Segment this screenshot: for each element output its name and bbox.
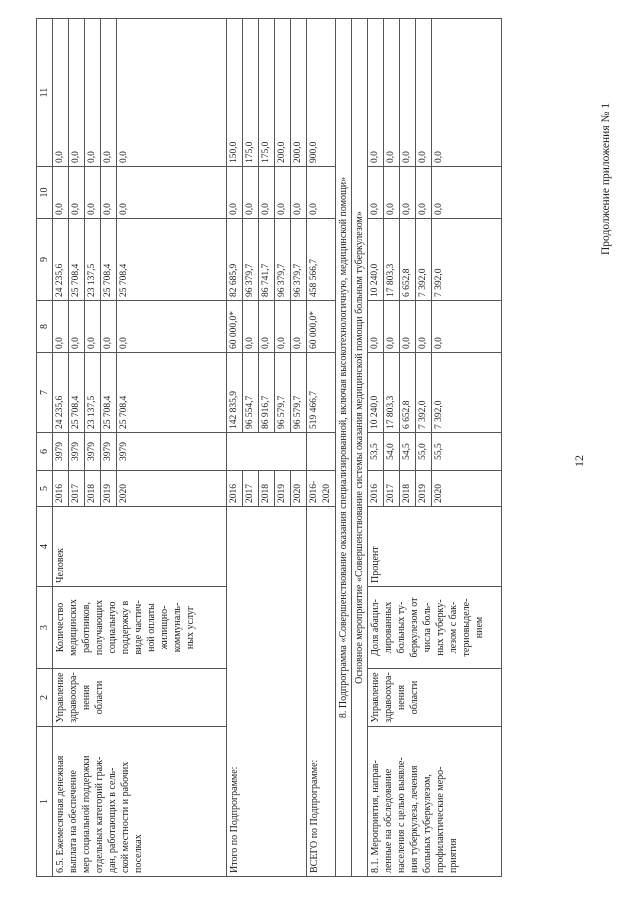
target-cell: 54,0 <box>384 433 400 471</box>
target-cell: 3979 <box>101 433 117 471</box>
total-cell: 25 708,4 <box>69 353 85 433</box>
c9-cell: 96 379,7 <box>275 219 291 301</box>
activity-6-5-cell <box>53 727 227 877</box>
target-cell: 3979 <box>117 433 227 471</box>
activity-8-1-line: ния туберкулеза, лечения <box>409 765 420 873</box>
c8-cell: 0,0 <box>85 301 101 353</box>
activity-8-1-line: профилактические меро- <box>435 766 446 873</box>
target-cell: 3979 <box>69 433 85 471</box>
indicator-line: териовыделе- <box>461 598 472 657</box>
indicator-line: больных ту- <box>396 601 407 654</box>
indicator-line: лированных <box>383 601 394 654</box>
year-cell: 2019 <box>416 471 432 507</box>
c8-cell: 0,0 <box>400 301 416 353</box>
c10-cell: 0,0 <box>53 167 69 219</box>
year-cell: 2018 <box>400 471 416 507</box>
executor-line: здравоохра- <box>383 672 394 723</box>
executor-8-1-cell <box>368 669 502 727</box>
c9-cell: 10 240,0 <box>368 219 384 301</box>
c10-cell: 0,0 <box>368 167 384 219</box>
activity-6-5-line: отдельных категорий граж- <box>94 756 105 873</box>
activity-6-5-line: поселках <box>133 834 144 873</box>
c9-cell: 25 708,4 <box>101 219 117 301</box>
total-cell: 96 579,7 <box>275 353 291 433</box>
unit-6-5-cell: Человек <box>53 507 227 587</box>
total-cell: 519 466,7 <box>307 353 336 433</box>
year-cell: 2016 <box>368 471 384 507</box>
total-cell: 7 392,0 <box>416 353 432 433</box>
c8-cell: 0,0 <box>117 301 227 353</box>
year-cell: 2019 <box>275 471 291 507</box>
col-num-11: 11 <box>37 19 53 167</box>
program-table <box>36 18 502 877</box>
c8-cell: 0,0 <box>275 301 291 353</box>
activity-8-1-line: приятия <box>448 838 459 873</box>
c11-cell: 0,0 <box>85 19 101 167</box>
table-row <box>336 19 352 877</box>
c8-cell: 0,0 <box>432 301 502 353</box>
page-number: 12 <box>572 455 586 467</box>
executor-line: области <box>409 680 420 715</box>
total-cell: 7 392,0 <box>432 353 502 433</box>
indicator-line: виде частич- <box>133 600 144 655</box>
indicator-line: коммуналь- <box>172 602 183 653</box>
year-cell: 2016 <box>227 471 243 507</box>
col-num-9: 9 <box>37 219 53 301</box>
activity-6-5-line: 6.5. Ежемесячная денежная <box>55 755 66 873</box>
year-cell: 2017 <box>69 471 85 507</box>
c9-cell: 25 708,4 <box>69 219 85 301</box>
c11-cell: 0,0 <box>101 19 117 167</box>
indicator-8-1-cell <box>368 587 502 669</box>
year-cell: 2018 <box>85 471 101 507</box>
c11-cell: 0,0 <box>400 19 416 167</box>
executor-6-5-cell <box>53 669 227 727</box>
c8-cell: 60 000,0* <box>227 301 243 353</box>
activity-8-1-line: 8.1. Мероприятия, направ- <box>370 760 381 873</box>
activity-8-1-line: больных туберкулезом, <box>422 774 433 873</box>
c10-cell: 0,0 <box>400 167 416 219</box>
target-cell: 55,0 <box>416 433 432 471</box>
c11-cell: 0,0 <box>117 19 227 167</box>
table-row <box>307 19 336 877</box>
col-num-5: 5 <box>37 471 53 507</box>
year-cell: 2020 <box>291 471 307 507</box>
c11-cell: 0,0 <box>384 19 400 167</box>
total-cell: 142 835,9 <box>227 353 243 433</box>
indicator-line: работников, <box>81 601 92 654</box>
c10-cell: 0,0 <box>384 167 400 219</box>
table-row <box>352 19 368 877</box>
c11-cell: 0,0 <box>53 19 69 167</box>
c9-cell: 25 708,4 <box>117 219 227 301</box>
c11-cell: 200,0 <box>291 19 307 167</box>
c11-cell: 0,0 <box>69 19 85 167</box>
indicator-line: ной оплаты <box>146 603 157 652</box>
activity-8-1-line: ленные на обследование <box>383 768 394 873</box>
c9-cell: 23 137,5 <box>85 219 101 301</box>
total-cell: 24 235,6 <box>53 353 69 433</box>
c10-cell: 0,0 <box>117 167 227 219</box>
col-num-10: 10 <box>37 167 53 219</box>
year-cell: 2020 <box>432 471 502 507</box>
executor-line: нения <box>396 684 407 711</box>
indicator-line: беркулезом от <box>409 597 420 658</box>
indicator-line: жилищно- <box>159 605 170 650</box>
total-cell: 96 554,7 <box>243 353 259 433</box>
col-num-4: 4 <box>37 507 53 587</box>
year-cell: 2019 <box>101 471 117 507</box>
executor-line: здравоохра- <box>68 672 79 723</box>
target-cell: 53,5 <box>368 433 384 471</box>
executor-line: Управление <box>370 672 381 723</box>
col-num-8: 8 <box>37 301 53 353</box>
c9-cell: 86 741,7 <box>259 219 275 301</box>
executor-line: нения <box>81 684 92 711</box>
table-row <box>227 19 243 877</box>
indicator-line: ных туберку- <box>435 599 446 656</box>
activity-8-1-line: населения с целью выявле- <box>396 757 407 873</box>
c8-cell: 0,0 <box>243 301 259 353</box>
c10-cell: 0,0 <box>101 167 117 219</box>
total-cell: 96 579,7 <box>291 353 307 433</box>
c8-cell: 0,0 <box>101 301 117 353</box>
c10-cell: 0,0 <box>275 167 291 219</box>
c10-cell: 0,0 <box>307 167 336 219</box>
c8-cell: 0,0 <box>69 301 85 353</box>
indicator-line: Количество <box>55 602 66 653</box>
indicator-line: поддержку в <box>120 600 131 655</box>
col-num-7: 7 <box>37 353 53 433</box>
c9-cell: 96 379,7 <box>291 219 307 301</box>
c8-cell: 0,0 <box>384 301 400 353</box>
col-num-1: 1 <box>37 727 53 877</box>
table-body <box>37 19 502 877</box>
c9-cell: 17 803,3 <box>384 219 400 301</box>
table-row <box>368 19 384 877</box>
target-cell: 55,5 <box>432 433 502 471</box>
c8-cell: 60 000,0* <box>307 301 336 353</box>
activity-6-5-line: выплата на обеспечение <box>68 770 79 873</box>
c11-cell: 150,0 <box>227 19 243 167</box>
c11-cell: 0,0 <box>416 19 432 167</box>
activity-6-5-line: мер социальной поддержки <box>81 755 92 873</box>
itogo-label-cell: Итого по Подпрограмме: <box>227 507 307 877</box>
total-cell: 6 652,8 <box>400 353 416 433</box>
c9-cell: 96 379,7 <box>243 219 259 301</box>
indicator-line: социальную <box>107 601 118 654</box>
column-number-row <box>37 19 53 877</box>
activity-6-5-line: дан, работающих в сель- <box>107 767 118 873</box>
executor-line: Управление <box>55 672 66 723</box>
col-num-6: 6 <box>37 433 53 471</box>
indicator-line: медицинских <box>68 599 79 656</box>
c10-cell: 0,0 <box>291 167 307 219</box>
col-num-3: 3 <box>37 587 53 669</box>
indicator-line: получающих <box>94 599 105 656</box>
target-cell: 3979 <box>85 433 101 471</box>
c10-cell: 0,0 <box>85 167 101 219</box>
c9-cell: 82 685,9 <box>227 219 243 301</box>
empty-target-cell <box>227 433 307 471</box>
col-num-2: 2 <box>37 669 53 727</box>
c11-cell: 200,0 <box>275 19 291 167</box>
total-cell: 86 916,7 <box>259 353 275 433</box>
c8-cell: 0,0 <box>53 301 69 353</box>
vsego-label-cell: ВСЕГО по Подпрограмме: <box>307 507 336 877</box>
total-cell: 25 708,4 <box>101 353 117 433</box>
c11-cell: 0,0 <box>368 19 384 167</box>
year-cell: 2017 <box>243 471 259 507</box>
c8-cell: 0,0 <box>368 301 384 353</box>
c11-cell: 175,0 <box>259 19 275 167</box>
target-cell: 54,5 <box>400 433 416 471</box>
c10-cell: 0,0 <box>69 167 85 219</box>
c10-cell: 0,0 <box>259 167 275 219</box>
c8-cell: 0,0 <box>291 301 307 353</box>
indicator-line: числа боль- <box>422 602 433 653</box>
year-cell: 2017 <box>384 471 400 507</box>
year-range-line: 2016- <box>309 480 319 503</box>
empty-target-cell <box>307 433 336 471</box>
c8-cell: 0,0 <box>259 301 275 353</box>
year-cell: 2018 <box>259 471 275 507</box>
c10-cell: 0,0 <box>227 167 243 219</box>
c8-cell: 0,0 <box>416 301 432 353</box>
activity-8-1-cell <box>368 727 502 877</box>
c9-cell: 24 235,6 <box>53 219 69 301</box>
indicator-line: ных услуг <box>185 605 196 650</box>
year-range-line: 2020 <box>322 484 332 503</box>
target-cell: 3979 <box>53 433 69 471</box>
year-range-cell <box>307 471 336 507</box>
subprogram-8-title: 8. Подпрограмма «Совершенствование оказания специализированной, включая высокотехнологичную, медицинской помощи» <box>336 19 352 877</box>
c10-cell: 0,0 <box>243 167 259 219</box>
main-activity-title: Основное мероприятие «Совершенствование системы оказания медицинской помощи больным туберкулезом» <box>352 19 368 877</box>
indicator-line: нием <box>474 616 485 639</box>
total-cell: 25 708,4 <box>117 353 227 433</box>
indicator-line: лезом с бак- <box>448 601 459 654</box>
total-cell: 23 137,5 <box>85 353 101 433</box>
c11-cell: 900,0 <box>307 19 336 167</box>
c9-cell: 6 652,8 <box>400 219 416 301</box>
total-cell: 17 803,3 <box>384 353 400 433</box>
table-row <box>53 19 69 877</box>
executor-line: области <box>94 680 105 715</box>
c10-cell: 0,0 <box>416 167 432 219</box>
year-cell: 2016 <box>53 471 69 507</box>
c9-cell: 7 392,0 <box>416 219 432 301</box>
indicator-6-5-cell <box>53 587 227 669</box>
activity-6-5-line: ской местности и рабочих <box>120 761 131 873</box>
indicator-line: Доля абацил- <box>370 599 381 656</box>
c11-cell: 0,0 <box>432 19 502 167</box>
continuation-caption: Продолжение приложения № 1 <box>600 102 612 255</box>
unit-8-1-cell: Процент <box>368 507 502 587</box>
year-cell: 2020 <box>117 471 227 507</box>
total-cell: 10 240,0 <box>368 353 384 433</box>
c9-cell: 7 392,0 <box>432 219 502 301</box>
c9-cell: 458 566,7 <box>307 219 336 301</box>
c11-cell: 175,0 <box>243 19 259 167</box>
c10-cell: 0,0 <box>432 167 502 219</box>
